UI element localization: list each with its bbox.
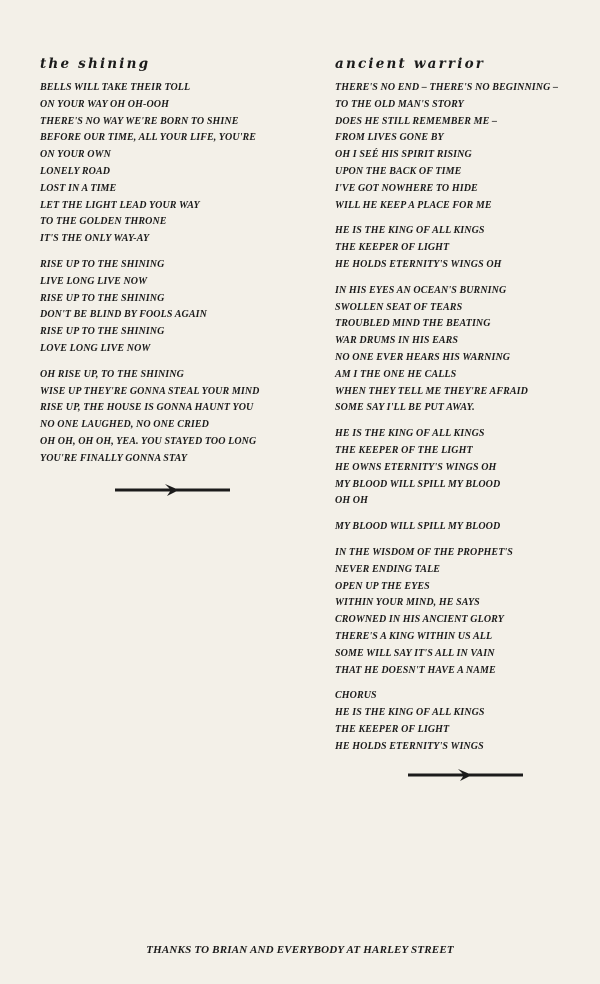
lyric-line: YOU'RE FINALLY GONNA STAY xyxy=(40,452,188,464)
stanza xyxy=(335,545,600,679)
lyrics xyxy=(335,80,600,755)
arrow-divider-icon xyxy=(115,483,230,497)
song-column-the-shining xyxy=(40,56,300,477)
lyric-line: TROUBLED MIND THE BEATING xyxy=(335,318,491,330)
lyric-line: IT'S THE ONLY WAY-AY xyxy=(40,233,150,245)
lyric-line: OPEN UP THE EYES xyxy=(335,580,430,592)
lyric-line: SWOLLEN SEAT OF TEARS xyxy=(335,301,463,313)
lyric-line: TO THE OLD MAN'S STORY xyxy=(335,98,464,110)
lyric-line: HE HOLDS ETERNITY'S WINGS OH xyxy=(335,258,502,270)
stanza xyxy=(335,688,600,755)
lyric-line: IN HIS EYES AN OCEAN'S BURNING xyxy=(335,284,507,296)
lyric-line: UPON THE BACK OF TIME xyxy=(335,165,462,177)
lyric-line: OH I SEÉ HIS SPIRIT RISING xyxy=(335,149,472,161)
lyric-line: THE KEEPER OF THE LIGHT xyxy=(335,444,473,456)
lyric-line: SOME SAY I'LL BE PUT AWAY. xyxy=(335,402,475,414)
lyric-line: MY BLOOD WILL SPILL MY BLOOD xyxy=(335,521,501,533)
stanza xyxy=(40,80,300,248)
lyric-line: OH OH, OH OH, YEA. YOU STAYED TOO LONG xyxy=(40,435,257,447)
lyric-line: THE KEEPER OF LIGHT xyxy=(335,723,450,735)
lyric-line: OH RISE UP, TO THE SHINING xyxy=(40,368,184,380)
lyric-line: NO ONE LAUGHED, NO ONE CRIED xyxy=(40,419,209,431)
lyric-line: THERE'S NO WAY WE'RE BORN TO SHINE xyxy=(40,115,239,127)
lyric-line: ON YOUR OWN xyxy=(40,149,111,161)
lyric-line: LONELY ROAD xyxy=(40,165,111,177)
lyric-line: TO THE GOLDEN THRONE xyxy=(40,216,167,228)
stanza xyxy=(335,80,600,214)
lyric-line: RISE UP TO THE SHINING xyxy=(40,326,165,338)
lyric-line: THE KEEPER OF LIGHT xyxy=(335,242,450,254)
lyric-line: DOES HE STILL REMEMBER ME – xyxy=(335,115,498,127)
lyric-line: LOST IN A TIME xyxy=(40,182,117,194)
lyric-line: IN THE WISDOM OF THE PROPHET'S xyxy=(335,546,513,558)
lyric-line: RISE UP, THE HOUSE IS GONNA HAUNT YOU xyxy=(40,402,254,414)
lyric-line: WILL HE KEEP A PLACE FOR ME xyxy=(335,199,492,211)
stanza xyxy=(335,283,600,417)
stanza xyxy=(335,426,600,510)
lyric-line: LIVE LONG LIVE NOW xyxy=(40,275,148,287)
lyric-line: RISE UP TO THE SHINING xyxy=(40,292,165,304)
lyric-line: THERE'S A KING WITHIN US ALL xyxy=(335,630,493,642)
arrow-divider-icon xyxy=(408,768,523,782)
lyric-line: HE HOLDS ETERNITY'S WINGS xyxy=(335,740,484,752)
lyric-line: SOME WILL SAY IT'S ALL IN VAIN xyxy=(335,647,495,659)
lyric-line: BEFORE OUR TIME, ALL YOUR LIFE, YOU'RE xyxy=(40,132,257,144)
lyric-line: DON'T BE BLIND BY FOOLS AGAIN xyxy=(40,309,207,321)
lyric-line: CROWNED IN HIS ANCIENT GLORY xyxy=(335,614,504,626)
stanza xyxy=(335,223,600,273)
lyric-line: BELLS WILL TAKE THEIR TOLL xyxy=(40,82,191,93)
lyric-line: WITHIN YOUR MIND, HE SAYS xyxy=(335,597,480,609)
lyric-line: NO ONE EVER HEARS HIS WARNING xyxy=(335,351,511,363)
lyric-line: LOVE LONG LIVE NOW xyxy=(40,342,151,354)
lyrics xyxy=(40,80,300,468)
lyric-line: WAR DRUMS IN HIS EARS xyxy=(335,335,459,347)
stanza xyxy=(335,519,600,536)
lyric-line: ON YOUR WAY OH OH-OOH xyxy=(40,98,169,110)
lyric-line: MY BLOOD WILL SPILL MY BLOOD xyxy=(335,478,501,490)
lyric-line: OH OH xyxy=(335,495,368,507)
song-column-ancient-warrior xyxy=(335,56,600,764)
song-title: the shining xyxy=(40,56,151,72)
lyric-line: HE IS THE KING OF ALL KINGS xyxy=(335,428,485,440)
lyric-line: HE IS THE KING OF ALL KINGS xyxy=(335,225,485,237)
lyric-line: CHORUS xyxy=(335,690,377,702)
credits-footer: THANKS TO BRIAN AND EVERYBODY AT HARLEY STREET xyxy=(146,944,454,956)
lyric-line: HE IS THE KING OF ALL KINGS xyxy=(335,707,485,719)
song-title: ancient warrior xyxy=(335,56,486,72)
lyric-line: RISE UP TO THE SHINING xyxy=(40,258,165,270)
lyric-line: NEVER ENDING TALE xyxy=(335,563,441,575)
lyric-line: FROM LIVES GONE BY xyxy=(335,132,444,144)
lyric-line: AM I THE ONE HE CALLS xyxy=(335,368,457,380)
lyric-line: THAT HE DOESN'T HAVE A NAME xyxy=(335,664,496,676)
stanza xyxy=(40,257,300,358)
lyric-line: LET THE LIGHT LEAD YOUR WAY xyxy=(40,199,200,211)
lyric-line: WHEN THEY TELL ME THEY'RE AFRAID xyxy=(335,385,528,397)
stanza xyxy=(40,367,300,468)
lyric-line: WISE UP THEY'RE GONNA STEAL YOUR MIND xyxy=(40,385,260,397)
lyric-line: HE OWNS ETERNITY'S WINGS OH xyxy=(335,461,497,473)
lyric-line: I'VE GOT NOWHERE TO HIDE xyxy=(335,182,478,194)
lyric-line: THERE'S NO END – THERE'S NO BEGINNING – xyxy=(335,82,559,93)
